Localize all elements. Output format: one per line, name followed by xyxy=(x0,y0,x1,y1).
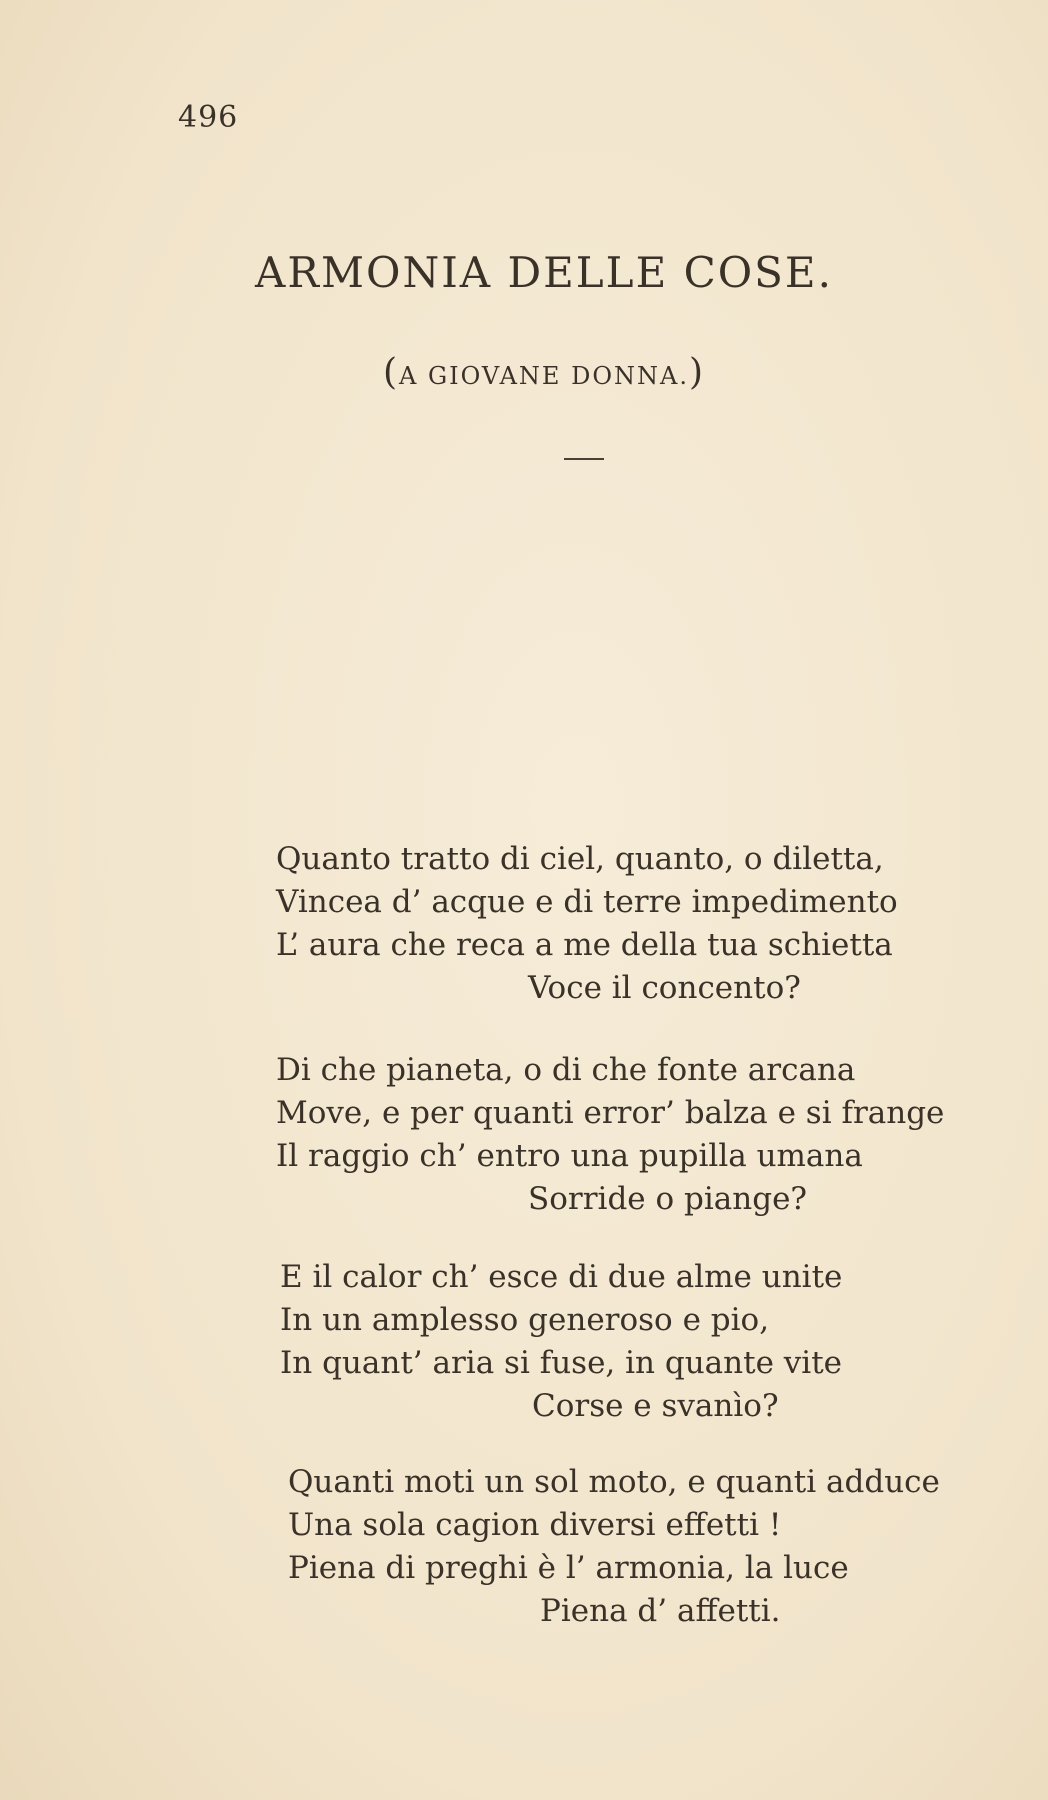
verse-line: Vincea d’ acque e di terre impedimento xyxy=(276,884,898,920)
verse-line: Piena di preghi è l’ armonia, la luce xyxy=(288,1550,849,1586)
verse-line-short: Corse e svanìo? xyxy=(532,1388,779,1424)
poem-title: ARMONIA DELLE COSE. xyxy=(255,248,833,297)
verse-line: In quant’ aria si fuse, in quante vite xyxy=(280,1345,842,1381)
poem-dedication xyxy=(0,352,1048,393)
dedication-open-paren: ( xyxy=(382,352,400,393)
dedication-close-paren: ) xyxy=(688,352,706,393)
verse-line-short: Piena d’ affetti. xyxy=(540,1593,781,1629)
verse-line: In un amplesso generoso e pio, xyxy=(280,1302,770,1338)
verse-line: Il raggio ch’ entro una pupilla umana xyxy=(276,1138,863,1174)
stanza-4 xyxy=(288,1461,988,1633)
section-divider-rule xyxy=(564,458,604,460)
verse-line-short: Sorride o piange? xyxy=(528,1181,808,1217)
dedication-text: A GIOVANE DONNA. xyxy=(399,362,689,390)
stanza-3 xyxy=(280,1256,980,1428)
page-number: 496 xyxy=(178,100,239,135)
verse-line: E il calor ch’ esce di due alme unite xyxy=(280,1259,843,1295)
stanza-1 xyxy=(276,838,976,1010)
stanza-2 xyxy=(276,1049,976,1221)
verse-line: Quanti moti un sol moto, e quanti adduce xyxy=(288,1464,940,1500)
verse-line: Move, e per quanti error’ balza e si frange xyxy=(276,1095,945,1131)
verse-line: Di che pianeta, o di che fonte arcana xyxy=(276,1052,856,1088)
verse-line: L’ aura che reca a me della tua schietta xyxy=(276,927,893,963)
verse-line: Quanto tratto di ciel, quanto, o diletta, xyxy=(276,841,884,877)
verse-line-short: Voce il concento? xyxy=(528,970,801,1006)
verse-line: Una sola cagion diversi effetti ! xyxy=(288,1507,782,1543)
